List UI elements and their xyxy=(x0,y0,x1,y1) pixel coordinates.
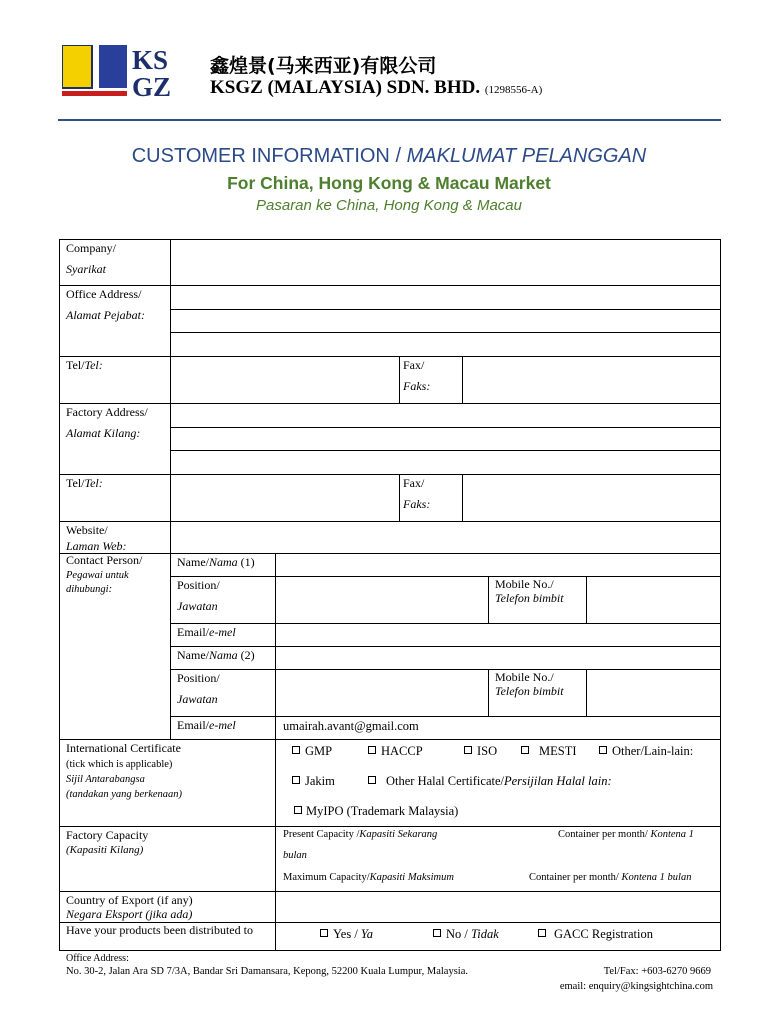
name2-label-num: (2) xyxy=(237,648,255,662)
logo-text-top: KS xyxy=(132,45,169,75)
footer-office-label: Office Address: xyxy=(66,953,129,964)
iso-checkbox[interactable] xyxy=(464,746,472,754)
cert-option-mesti[interactable] xyxy=(521,744,577,759)
mobile1-field[interactable] xyxy=(587,577,720,622)
form-title-ms: MAKLUMAT PELANGGAN xyxy=(406,145,647,167)
position2-label-en: Position/ xyxy=(177,671,220,685)
office-address-label-ms: Alamat Pejabat: xyxy=(66,307,145,322)
fax2-label-ms: Faks: xyxy=(403,496,431,511)
form-title-sep: / xyxy=(389,145,407,167)
cert-option-gmp-label: GMP xyxy=(305,744,333,758)
form-title xyxy=(0,145,768,168)
cert-option-haccp-label: HACCP xyxy=(381,744,423,758)
container1-label xyxy=(558,828,694,842)
website-label-en: Website/ xyxy=(66,523,108,537)
present-capacity-label-en: Present Capacity / xyxy=(283,829,360,840)
no-checkbox[interactable] xyxy=(433,929,441,937)
option-no[interactable] xyxy=(433,927,499,942)
cert-option-jakim[interactable] xyxy=(292,774,335,789)
company-label xyxy=(66,241,116,281)
mobile1-label xyxy=(495,578,564,606)
certificate-label xyxy=(66,741,182,801)
container2-label xyxy=(529,871,691,885)
form-title-en: CUSTOMER INFORMATION xyxy=(131,145,390,167)
capacity-label-ms: (Kapasiti Kilang) xyxy=(66,844,144,857)
name2-label xyxy=(177,648,255,664)
header-divider xyxy=(58,119,721,121)
tel-label-ms: Tel: xyxy=(84,358,103,372)
option-no-label-en: No / xyxy=(446,927,471,941)
office-address-field-1[interactable] xyxy=(171,286,720,308)
option-yes-label-en: Yes / xyxy=(333,927,361,941)
container1-label-cont xyxy=(283,849,307,863)
footer-address: No. 30-2, Jalan Ara SD 7/3A, Bandar Sri Damansara, Kepong, 52200 Kuala Lumpur, Malaysia. xyxy=(66,966,468,977)
container1-label-en: Container per month/ xyxy=(558,829,648,840)
other-checkbox[interactable] xyxy=(599,746,607,754)
factory-address-label xyxy=(66,405,148,445)
cert-option-other[interactable] xyxy=(599,744,693,759)
position2-field[interactable] xyxy=(276,670,487,715)
cert-option-mesti-label: MESTI xyxy=(539,744,577,758)
factory-address-field-1[interactable] xyxy=(171,404,720,426)
name1-label-en: Name/ xyxy=(177,555,209,569)
export-label-ms: Negara Eksport (jika ada) xyxy=(66,907,193,922)
office-address-label-en: Office Address/ xyxy=(66,287,142,301)
mobile2-label-en: Mobile No./ xyxy=(495,670,554,684)
factory-address-field-3[interactable] xyxy=(171,451,720,473)
office-address-field-2[interactable] xyxy=(171,310,720,332)
company-reg-no: (1298556-A) xyxy=(484,84,543,96)
fax-label xyxy=(403,358,430,398)
mesti-checkbox[interactable] xyxy=(521,746,529,754)
cert-option-halal[interactable] xyxy=(368,774,612,789)
market-subtitle: For China, Hong Kong & Macau Market xyxy=(227,173,551,193)
container1-label-ms: Kontena 1 xyxy=(647,829,694,840)
option-gacc-label: GACC Registration xyxy=(554,927,653,941)
ksgz-logo xyxy=(62,45,182,97)
max-capacity-label xyxy=(283,871,454,885)
mobile1-label-ms: Telefon bimbit xyxy=(495,590,564,605)
tel2-label-ms: Tel: xyxy=(84,476,103,490)
export-field[interactable] xyxy=(276,892,720,921)
cert-option-myipo-label: MyIPO (Trademark Malaysia) xyxy=(306,804,459,818)
myipo-checkbox[interactable] xyxy=(294,806,302,814)
name1-label-num: (1) xyxy=(237,555,255,569)
fax-label-en: Fax/ xyxy=(403,358,425,372)
certificate-label-ms-note: (tandakan yang berkenaan) xyxy=(66,789,183,801)
website-label xyxy=(66,523,127,554)
email2-label-ms: e-mel xyxy=(209,718,236,732)
email2-label-en: Email/ xyxy=(177,718,209,732)
company-field[interactable] xyxy=(171,240,720,285)
present-capacity-label-ms: Kapasiti Sekarang xyxy=(359,829,438,840)
container2-label-ms: Kontena 1 bulan xyxy=(618,872,692,883)
gmp-checkbox[interactable] xyxy=(292,746,300,754)
distributed-label: Have your products been distributed to xyxy=(66,923,253,937)
position2-label xyxy=(177,671,220,711)
option-no-label-ms: Tidak xyxy=(471,927,499,941)
option-gacc[interactable] xyxy=(538,927,653,942)
company-label-en: Company/ xyxy=(66,241,116,255)
form-border-bottom xyxy=(59,950,721,951)
cert-option-jakim-label: Jakim xyxy=(305,774,335,788)
email2-field[interactable]: umairah.avant@gmail.com xyxy=(283,719,419,733)
name2-label-en: Name/ xyxy=(177,648,209,662)
cert-option-myipo[interactable] xyxy=(294,804,458,819)
footer-email[interactable]: email: enquiry@kingsightchina.com xyxy=(559,981,713,992)
fax2-field[interactable] xyxy=(463,475,720,520)
haccp-checkbox[interactable] xyxy=(368,746,376,754)
company-label-ms: Syarikat xyxy=(66,261,106,276)
position1-label-ms: Jawatan xyxy=(177,598,218,613)
market-subtitle-malay: Pasaran ke China, Hong Kong & Macau xyxy=(256,197,522,214)
mobile2-label-ms: Telefon bimbit xyxy=(495,683,564,698)
office-address-label xyxy=(66,287,145,327)
max-capacity-label-en: Maximum Capacity/ xyxy=(283,872,370,883)
factory-address-label-en: Factory Address/ xyxy=(66,405,148,419)
yes-checkbox[interactable] xyxy=(320,929,328,937)
form-border-left xyxy=(59,239,60,951)
website-label-ms: Laman Web: xyxy=(66,538,127,553)
export-label-en: Country of Export (if any) xyxy=(66,893,193,907)
mobile2-label xyxy=(495,671,564,699)
position1-field[interactable] xyxy=(276,577,487,622)
footer-telfax: Tel/Fax: +603-6270 9669 xyxy=(603,966,711,977)
form-border-right xyxy=(720,239,721,951)
position1-label xyxy=(177,578,220,618)
website-field[interactable] xyxy=(171,522,720,552)
email1-field[interactable] xyxy=(276,624,720,646)
capacity-label xyxy=(66,828,148,858)
email2-label xyxy=(177,718,236,734)
cert-option-halal-label-ms: Persijilan Halal lain: xyxy=(504,774,612,788)
cert-option-halal-label-en: Other Halal Certificate/ xyxy=(386,774,504,788)
tel-field[interactable] xyxy=(171,357,398,402)
mobile1-label-en: Mobile No./ xyxy=(495,577,554,591)
halal-checkbox[interactable] xyxy=(368,776,376,784)
cert-option-haccp[interactable] xyxy=(368,744,423,759)
factory-address-label-ms: Alamat Kilang: xyxy=(66,425,141,440)
fax2-label xyxy=(403,476,430,516)
option-yes[interactable] xyxy=(320,927,373,942)
tel2-field[interactable] xyxy=(171,475,398,520)
jakim-checkbox[interactable] xyxy=(292,776,300,784)
tel-label xyxy=(66,358,103,374)
name2-field[interactable] xyxy=(276,647,720,669)
company-name: KSGZ (MALAYSIA) SDN. BHD. xyxy=(210,77,481,98)
name1-label-ms: Nama xyxy=(209,555,238,569)
company-name-chinese: 鑫煌景(马来西亚)有限公司 xyxy=(210,55,437,77)
container1-label-ms2: bulan xyxy=(283,850,307,861)
name1-label xyxy=(177,555,255,571)
name2-label-ms: Nama xyxy=(209,648,238,662)
logo-text-bottom: GZ xyxy=(132,72,172,97)
name1-field[interactable] xyxy=(276,554,720,576)
office-address-field-3[interactable] xyxy=(171,333,720,355)
mobile2-field[interactable] xyxy=(587,670,720,715)
email1-label xyxy=(177,625,236,641)
email1-label-en: Email/ xyxy=(177,625,209,639)
gacc-checkbox[interactable] xyxy=(538,929,546,937)
fax-field[interactable] xyxy=(463,357,720,402)
contact-person-label-en: Contact Person/ xyxy=(66,553,143,567)
contact-person-label-ms-1: Pegawai untuk xyxy=(66,569,129,581)
cert-option-iso[interactable] xyxy=(464,744,497,759)
option-yes-label-ms: Ya xyxy=(360,927,373,941)
factory-address-field-2[interactable] xyxy=(171,428,720,450)
capacity-label-en: Factory Capacity xyxy=(66,828,149,842)
container2-label-en: Container per month/ xyxy=(529,872,619,883)
contact-person-label-ms-2: dihubungi: xyxy=(66,583,113,595)
certificate-label-en: International Certificate xyxy=(66,741,181,755)
certificate-label-ms: Sijil Antarabangsa xyxy=(66,774,145,786)
max-capacity-label-ms: Kapasiti Maksimum xyxy=(369,872,454,883)
tel-label-en: Tel/ xyxy=(66,358,85,372)
fax-label-ms: Faks: xyxy=(403,378,431,393)
contact-person-label xyxy=(66,554,142,596)
position1-label-en: Position/ xyxy=(177,578,220,592)
certificate-label-en-note: (tick which is applicable) xyxy=(66,759,173,770)
cert-option-gmp[interactable] xyxy=(292,744,332,759)
tel2-label xyxy=(66,476,103,492)
export-label xyxy=(66,893,193,922)
email1-label-ms: e-mel xyxy=(209,625,236,639)
cert-option-iso-label: ISO xyxy=(477,744,498,758)
company-name-english xyxy=(210,77,542,99)
position2-label-ms: Jawatan xyxy=(177,691,218,706)
present-capacity-label xyxy=(283,828,437,842)
fax2-label-en: Fax/ xyxy=(403,476,425,490)
cert-option-other-label: Other/Lain-lain: xyxy=(612,744,694,758)
customer-info-form xyxy=(59,239,721,951)
tel2-label-en: Tel/ xyxy=(66,476,85,490)
